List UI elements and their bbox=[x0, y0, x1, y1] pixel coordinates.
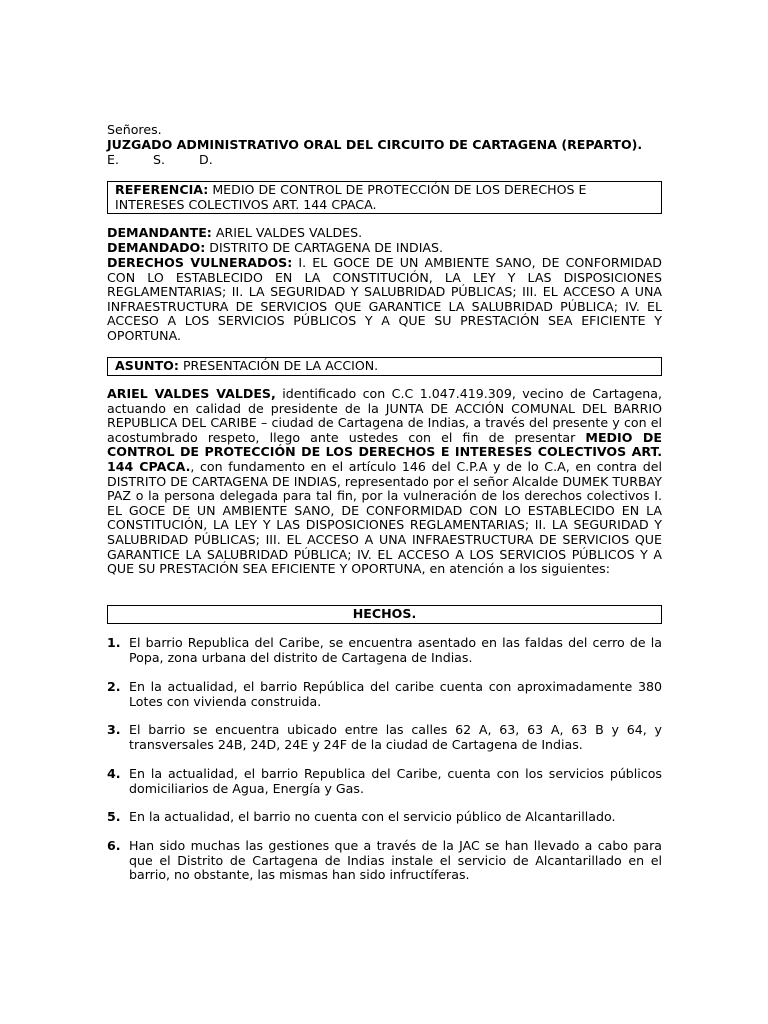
demandado-line bbox=[107, 241, 662, 256]
referencia-label: REFERENCIA: bbox=[115, 182, 209, 197]
body-text-1: identificado con C.C 1.047.419.309, vecino de Cartagena, actuando en calidad de presidente de la JUNTA DE ACCIÓN COMUNAL DEL BARRIO REPUBLICA DEL CARIBE – ciudad de Cartagena de Indias, a través del presente y con el acostumbrado respeto, llego ante ustedes con el fin de presentar bbox=[107, 386, 663, 445]
esd-d: D. bbox=[199, 152, 213, 167]
demandante-label: DEMANDANTE: bbox=[107, 225, 212, 240]
demandante-value: ARIEL VALDES VALDES. bbox=[215, 225, 363, 240]
esd-e: E. bbox=[107, 152, 119, 167]
hechos-title: HECHOS. bbox=[352, 606, 417, 621]
hecho-number: 2. bbox=[107, 679, 121, 694]
body-bold-2: MEDIO DE CONTROL DE PROTECCIÓN DE LOS DERECHOS E INTERESES COLECTIVOS ART. 144 CPACA. bbox=[107, 429, 662, 474]
derechos-paragraph bbox=[107, 256, 662, 344]
hecho-text: Han sido muchas las gestiones que a través de la JAC se han llevado a cabo para que el Distrito de Cartagena de Indias instale el servicio de Alcantarillado en el barrio, no obstante, las mismas han sido infructíferas. bbox=[129, 838, 662, 883]
asunto-text: PRESENTACIÓN DE LA ACCION. bbox=[182, 358, 379, 373]
hecho-number: 6. bbox=[107, 838, 121, 853]
hechos-title-box bbox=[107, 605, 662, 624]
derechos-text: I. EL GOCE DE UN AMBIENTE SANO, DE CONFORMIDAD CON LO ESTABLECIDO EN LA CONSTITUCIÓN, LA LEY Y LAS DISPOSICIONES REGLAMENTARIAS; II. LA SEGURIDAD Y SALUBRIDAD PÚBLICAS; III. EL ACCESO A UNA INFRAESTRUCTURA DE SERVICIOS QUE GARANTICE LA SALUBRIDAD PÚBLICA; IV. EL ACCESO A LOS SERVICIOS PÚBLICOS Y A QUE SU PRESTACIÓN SEA EFICIENTE Y OPORTUNA. bbox=[107, 255, 662, 343]
esd-s: S. bbox=[153, 152, 165, 167]
asunto-box bbox=[107, 357, 662, 376]
salutation: Señores. bbox=[107, 122, 162, 137]
hecho-number: 4. bbox=[107, 766, 121, 781]
hecho-text: El barrio se encuentra ubicado entre las calles 62 A, 63, 63 A, 63 B y 64, y transversales 24B, 24D, 24E y 24F de la ciudad de Cartagena de Indias. bbox=[129, 722, 662, 752]
referencia-box bbox=[107, 181, 662, 214]
body-name: ARIEL VALDES VALDES, bbox=[107, 386, 276, 401]
esd-line bbox=[107, 153, 662, 168]
demandante-line bbox=[107, 226, 662, 241]
hecho-number: 1. bbox=[107, 635, 121, 650]
body-paragraph bbox=[107, 387, 662, 577]
hecho-number: 5. bbox=[107, 809, 121, 824]
hecho-text: En la actualidad, el barrio no cuenta con el servicio público de Alcantarillado. bbox=[129, 809, 616, 824]
hecho-text: En la actualidad, el barrio República del caribe cuenta con aproximadamente 380 Lotes con vivienda construida. bbox=[129, 679, 662, 709]
derechos-label: DERECHOS VULNERADOS: bbox=[107, 255, 293, 270]
demandado-value: DISTRITO DE CARTAGENA DE INDIAS. bbox=[209, 240, 444, 255]
demandado-label: DEMANDADO: bbox=[107, 240, 206, 255]
court-addressee: JUZGADO ADMINISTRATIVO ORAL DEL CIRCUITO DE CARTAGENA (REPARTO). bbox=[107, 137, 643, 152]
referencia-text: MEDIO DE CONTROL DE PROTECCIÓN DE LOS DERECHOS E INTERESES COLECTIVOS ART. 144 CPACA. bbox=[115, 182, 587, 212]
hecho-text: En la actualidad, el barrio Republica del Caribe, cuenta con los servicios públicos domiciliarios de Agua, Energía y Gas. bbox=[129, 766, 662, 796]
hecho-text: El barrio Republica del Caribe, se encuentra asentado en las faldas del cerro de la Popa, zona urbana del distrito de Cartagena de Indias. bbox=[129, 635, 662, 665]
hecho-number: 3. bbox=[107, 722, 121, 737]
body-text-2: , con fundamento en el artículo 146 del C.P.A y de lo C.A, en contra del DISTRITO DE CARTAGENA DE INDIAS, representado por el señor Alcalde DUMEK TURBAY PAZ o la persona delegada para tal fin, por la vulneración de los derechos colectivos I. EL GOCE DE UN AMBIENTE SANO, DE CONFORMIDAD CON LO ESTABLECIDO EN LA CONSTITUCIÓN, LA LEY Y LAS DISPOSICIONES REGLAMENTARIAS; II. LA SEGURIDAD Y SALUBRIDAD PÚBLICAS; III. EL ACCESO A UNA INFRAESTRUCTURA DE SERVICIOS QUE GARANTICE LA SALUBRIDAD PÚBLICA; IV. EL ACCESO A LOS SERVICIOS PÚBLICOS Y A QUE SU PRESTACIÓN SEA EFICIENTE Y OPORTUNA, en atención a los siguientes: bbox=[107, 458, 662, 577]
asunto-label: ASUNTO: bbox=[115, 358, 179, 373]
